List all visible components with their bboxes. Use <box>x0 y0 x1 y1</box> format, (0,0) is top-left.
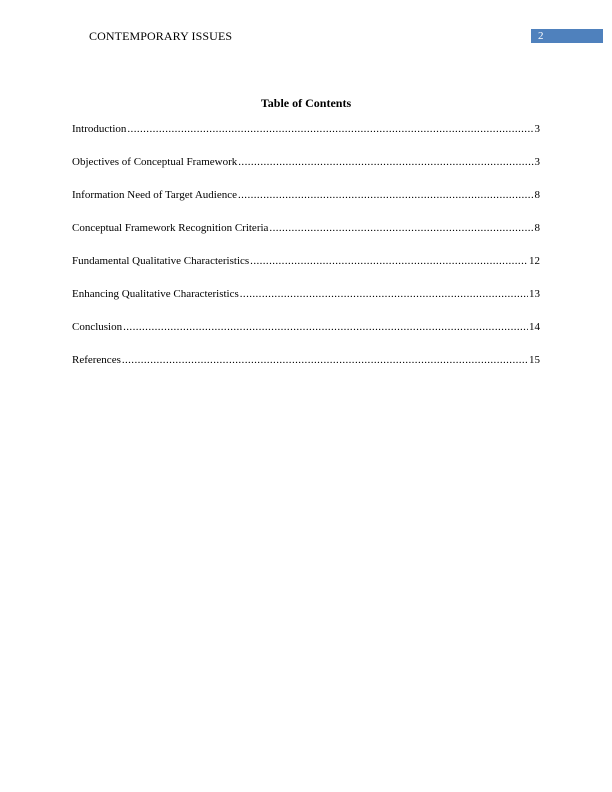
toc-entry-introduction[interactable] <box>72 123 540 156</box>
toc-entry-title: References <box>72 354 121 366</box>
toc-dot-leader <box>123 321 528 333</box>
toc-entry-title: Objectives of Conceptual Framework <box>72 156 238 168</box>
toc-dot-leader <box>238 156 533 168</box>
toc-entry-title: Conclusion <box>72 321 123 333</box>
page-number-badge: 2 <box>531 29 603 43</box>
toc-dot-leader <box>238 189 534 201</box>
toc-entry-enhancing-characteristics[interactable] <box>72 288 540 321</box>
toc-entry-page: 15 <box>529 354 540 366</box>
toc-entry-information-need[interactable] <box>72 189 540 222</box>
toc-entry-page: 13 <box>529 288 540 300</box>
toc-entry-page: 14 <box>529 321 540 333</box>
toc-entry-objectives[interactable] <box>72 156 540 189</box>
toc-entry-recognition-criteria[interactable] <box>72 222 540 255</box>
toc-heading: Table of Contents <box>260 96 352 110</box>
toc-entry-fundamental-characteristics[interactable] <box>72 255 540 288</box>
toc-entry-page: 12 <box>529 255 540 267</box>
toc-dot-leader <box>127 123 533 135</box>
toc-dot-leader <box>240 288 528 300</box>
toc-entry-page: 3 <box>534 156 540 168</box>
toc-entry-references[interactable] <box>72 354 540 387</box>
toc-dot-leader <box>269 222 533 234</box>
toc-entry-page: 3 <box>534 123 540 135</box>
toc-entry-title: Introduction <box>72 123 127 135</box>
toc-entry-conclusion[interactable] <box>72 321 540 354</box>
toc-entry-page: 8 <box>534 189 540 201</box>
toc-dot-leader <box>122 354 528 366</box>
running-header-title: CONTEMPORARY ISSUES <box>89 29 233 43</box>
table-of-contents <box>72 123 540 387</box>
toc-entry-title: Fundamental Qualitative Characteristics <box>72 255 250 267</box>
toc-entry-title: Conceptual Framework Recognition Criteria <box>72 222 269 234</box>
toc-dot-leader <box>250 255 528 267</box>
toc-entry-page: 8 <box>534 222 540 234</box>
toc-entry-title: Information Need of Target Audience <box>72 189 237 201</box>
toc-entry-title: Enhancing Qualitative Characteristics <box>72 288 239 300</box>
